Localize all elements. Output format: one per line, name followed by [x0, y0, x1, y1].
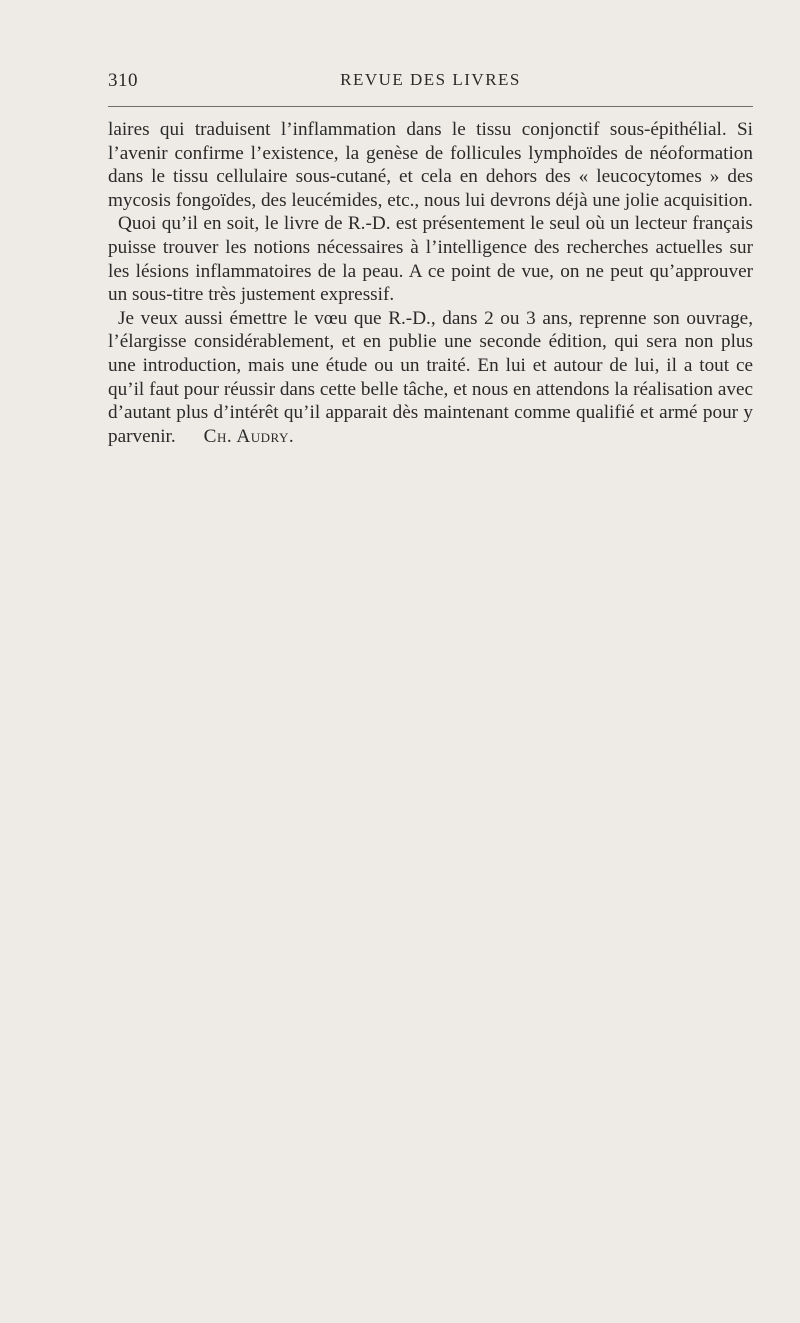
paragraph: Quoi qu’il en soit, le livre de R.-D. est présentement le seul où un lecteur français puisse trouver les notions nécessaires à l’intelligence des recherches actuelles sur les lésions inflammatoires de la peau. A ce point de vue, on ne peut qu’approuver un sous-titre très justement expressif.: [108, 213, 753, 306]
paragraph-text: Je veux aussi émettre le vœu que R.-D., dans 2 ou 3 ans, reprenne son ouvrage, l’élargisse considérablement, et en publie une seconde édition, qui sera non plus une introduction, mais une étude ou un traité. En lui et autour de lui, il a tout ce qu’il faut pour réussir dans cette belle tâche, et nous en attendons la réalisation avec d’autant plus d’intérêt qu’il apparait dès maintenant comme qualifié et armé pour y parvenir.: [108, 307, 753, 447]
header-rule: [108, 106, 753, 107]
running-title: REVUE DES LIVRES: [340, 70, 521, 89]
article-body: [108, 118, 753, 448]
author-signature: Ch. Audry.: [203, 425, 295, 447]
paragraph-with-signature: [108, 307, 753, 449]
page-number: 310: [108, 70, 138, 91]
page-header: [108, 70, 753, 98]
paragraph: laires qui traduisent l’inflammation dans le tissu conjonctif sous-épithélial. Si l’avenir confirme l’existence, la genèse de follicules lymphoïdes de néoformation dans le tissu cellulaire sous-cutané, et cela en dehors des « leucocytomes » des mycosis fongoïdes, des leucémides, etc., nous lui devrons déjà une jolie acquisition.: [108, 119, 753, 211]
